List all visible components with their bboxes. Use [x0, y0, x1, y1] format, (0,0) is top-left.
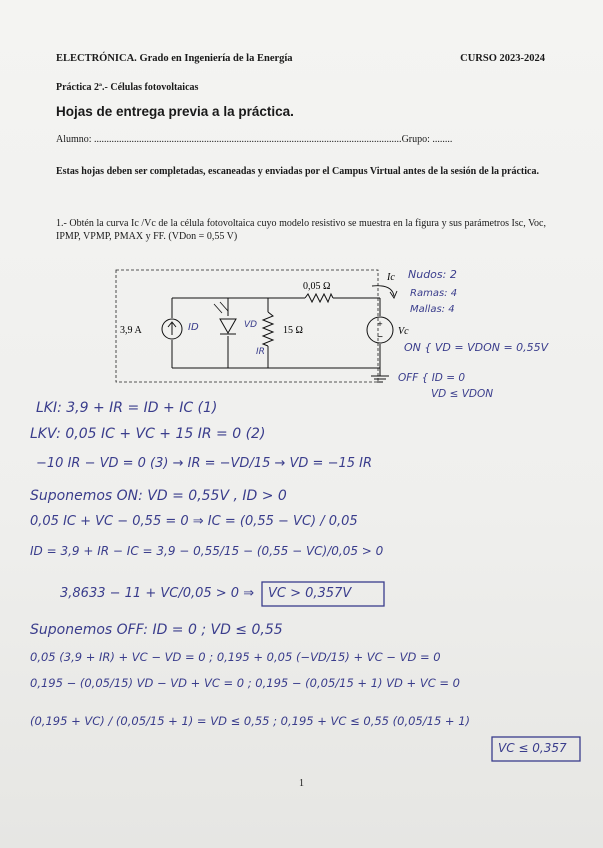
hw-line-8: Suponemos OFF: ID = 0 ; VD ≤ 0,55 — [30, 622, 283, 638]
series-resistor-label: 0,05 Ω — [303, 281, 331, 292]
hw-ir-label: IR — [256, 347, 265, 357]
svg-text:−: − — [377, 332, 383, 343]
hw-nudos: Nudos: 2 — [408, 268, 457, 281]
hw-line-5: 0,05 IC + VC − 0,55 = 0 ⇒ IC = (0,55 − VC) / 0,05 — [30, 514, 358, 529]
hw-line-3: −10 IR − VD = 0 (3) → IR = −VD/15 → VD = −15 IR — [36, 456, 373, 471]
hw-on-condition: ON { VD = VDON = 0,55V — [404, 341, 549, 354]
ic-arrow — [372, 286, 394, 296]
current-source-symbol — [162, 319, 182, 339]
page-number: 1 — [299, 778, 304, 789]
circuit-wires — [172, 298, 383, 376]
shunt-resistor-symbol — [263, 312, 273, 346]
hw-box-2-text: VC ≤ 0,357 — [498, 741, 567, 755]
shunt-resistor-label: 15 Ω — [283, 325, 303, 336]
hw-box-1-text: VC > 0,357V — [268, 586, 352, 601]
svg-text:+: + — [377, 319, 383, 329]
hw-off-condition-2: VD ≤ VDON — [431, 388, 494, 400]
alumno-field: Alumno: ........................................................................................................................... — [56, 134, 402, 145]
hw-line-4: Suponemos ON: VD = 0,55V , ID > 0 — [30, 488, 287, 504]
vc-port-symbol — [367, 317, 393, 343]
ground-symbol — [371, 376, 389, 382]
hw-line-1: LKI: 3,9 + IR = ID + IC (1) — [36, 400, 218, 416]
hw-vd-label: VD — [244, 320, 258, 330]
page-title: Hojas de entrega previa a la práctica. — [56, 104, 294, 119]
hw-line-11: (0,195 + VC) / (0,05/15 + 1) = VD ≤ 0,55 ; 0,195 + VC ≤ 0,55 (0,05/15 + 1) — [30, 714, 471, 728]
instructions: Estas hojas deben ser completadas, escaneadas y enviadas por el Campus Virtual antes de la sesión de la práctica. — [56, 166, 539, 177]
hw-line-9: 0,05 (3,9 + IR) + VC − VD = 0 ; 0,195 + 0,05 (−VD/15) + VC − VD = 0 — [30, 650, 441, 664]
grupo-field: Grupo: ........ — [401, 134, 453, 145]
hw-line-10: 0,195 − (0,05/15) VD − VD + VC = 0 ; 0,195 − (0,05/15 + 1) VD + VC = 0 — [30, 676, 460, 690]
practica-title: Práctica 2ª.- Células fotovoltaicas — [56, 82, 199, 93]
hw-off-condition-1: OFF { ID = 0 — [398, 372, 466, 384]
question-1: 1.- Obtén la curva Ic /Vc de la célula fotovoltaica cuyo modelo resistivo se muestra en la figura y sus parámetros Isc, Voc, IPMP, VPMP, PMAX y FF. (VDon = 0,55 V) — [56, 218, 546, 242]
subject: ELECTRÓNICA. — [56, 53, 137, 64]
header-course: CURSO 2023-2024 — [460, 53, 545, 64]
hw-mallas: Mallas: 4 — [410, 304, 455, 315]
source-current-label: 3,9 A — [120, 325, 142, 336]
hw-line-7: 3,8633 − 11 + VC/0,05 > 0 ⇒ — [60, 586, 255, 601]
hw-line-6: ID = 3,9 + IR − IC = 3,9 − 0,55/15 − (0,55 − VC)/0,05 > 0 — [30, 544, 384, 558]
hw-id-label: ID — [188, 322, 199, 333]
vc-label: Vc — [398, 326, 409, 337]
degree: Grado en Ingeniería de la Energía — [139, 53, 293, 64]
diode-symbol — [214, 302, 236, 334]
hw-line-2: LKV: 0,05 IC + VC + 15 IR = 0 (2) — [30, 426, 266, 442]
hw-ramas: Ramas: 4 — [410, 288, 458, 299]
series-resistor-symbol — [305, 294, 333, 302]
ic-label: Ic — [387, 272, 395, 283]
